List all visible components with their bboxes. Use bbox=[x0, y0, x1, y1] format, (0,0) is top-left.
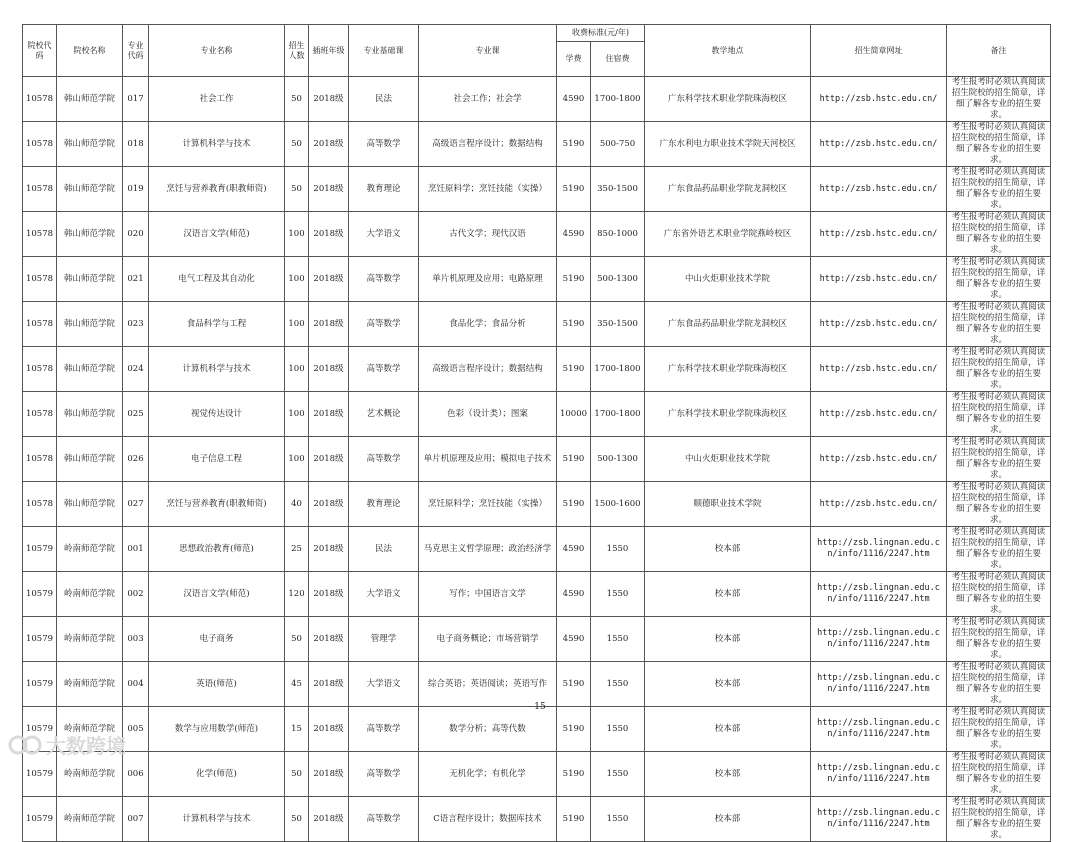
cell-dorm: 1550 bbox=[591, 617, 645, 662]
cell-major-course: C语言程序设计；数据库技术 bbox=[419, 797, 557, 842]
cell-grade: 2018级 bbox=[309, 212, 349, 257]
cell-school-name: 韩山师范学院 bbox=[57, 482, 123, 527]
cell-major-name: 计算机科学与技术 bbox=[149, 122, 285, 167]
table-row bbox=[23, 572, 1051, 617]
cell-major-name: 食品科学与工程 bbox=[149, 302, 285, 347]
cell-tuition: 5190 bbox=[557, 167, 591, 212]
admissions-table bbox=[22, 24, 1051, 842]
header-tuition: 学费 bbox=[557, 42, 591, 77]
cell-major-code: 024 bbox=[123, 347, 149, 392]
cell-enrollment: 50 bbox=[285, 122, 309, 167]
cell-tuition: 5190 bbox=[557, 482, 591, 527]
page-number: 15 bbox=[534, 702, 546, 712]
cell-major-course: 单片机原理及应用；电路原理 bbox=[419, 257, 557, 302]
cell-tuition: 5190 bbox=[557, 302, 591, 347]
cell-school-code: 10578 bbox=[23, 212, 57, 257]
cell-url[interactable]: http://zsb.lingnan.edu.cn/info/1116/2247.htm bbox=[811, 707, 947, 752]
cell-basic-course: 高等数学 bbox=[349, 347, 419, 392]
cell-dorm: 500-1300 bbox=[591, 437, 645, 482]
cell-school-code: 10578 bbox=[23, 122, 57, 167]
table-row bbox=[23, 77, 1051, 122]
cell-major-code: 003 bbox=[123, 617, 149, 662]
cell-enrollment: 25 bbox=[285, 527, 309, 572]
cell-dorm: 1500-1600 bbox=[591, 482, 645, 527]
cell-basic-course: 艺术概论 bbox=[349, 392, 419, 437]
cell-school-name: 韩山师范学院 bbox=[57, 392, 123, 437]
cell-school-code: 10579 bbox=[23, 797, 57, 842]
cell-major-code: 005 bbox=[123, 707, 149, 752]
cell-basic-course: 大学语文 bbox=[349, 662, 419, 707]
cell-major-code: 020 bbox=[123, 212, 149, 257]
cell-school-name: 韩山师范学院 bbox=[57, 302, 123, 347]
header-url: 招生简章网址 bbox=[811, 25, 947, 77]
cell-tuition: 5190 bbox=[557, 662, 591, 707]
table-row bbox=[23, 482, 1051, 527]
cell-grade: 2018级 bbox=[309, 437, 349, 482]
cell-grade: 2018级 bbox=[309, 302, 349, 347]
cell-major-name: 电子信息工程 bbox=[149, 437, 285, 482]
cell-dorm: 1550 bbox=[591, 527, 645, 572]
cell-school-name: 岭南师范学院 bbox=[57, 527, 123, 572]
table-row bbox=[23, 212, 1051, 257]
cell-major-course: 色彩（设计类）；图案 bbox=[419, 392, 557, 437]
cell-enrollment: 100 bbox=[285, 437, 309, 482]
cell-basic-course: 高等数学 bbox=[349, 707, 419, 752]
cell-major-course: 烹饪原料学；烹饪技能（实操） bbox=[419, 167, 557, 212]
table-body bbox=[23, 77, 1051, 842]
cell-major-code: 006 bbox=[123, 752, 149, 797]
cell-dorm: 500-1300 bbox=[591, 257, 645, 302]
cell-school-name: 韩山师范学院 bbox=[57, 212, 123, 257]
cell-location: 校本部 bbox=[645, 572, 811, 617]
header-major-code: 专业代码 bbox=[123, 25, 149, 77]
cell-url[interactable]: http://zsb.lingnan.edu.cn/info/1116/2247.htm bbox=[811, 572, 947, 617]
cell-enrollment: 15 bbox=[285, 707, 309, 752]
cell-location: 中山火炬职业技术学院 bbox=[645, 257, 811, 302]
cell-basic-course: 高等数学 bbox=[349, 752, 419, 797]
cell-major-course: 单片机原理及应用；模拟电子技术 bbox=[419, 437, 557, 482]
cell-grade: 2018级 bbox=[309, 797, 349, 842]
watermark-text: 大数跨境 bbox=[46, 734, 126, 758]
cell-enrollment: 40 bbox=[285, 482, 309, 527]
cell-url[interactable]: http://zsb.hstc.edu.cn/ bbox=[811, 77, 947, 122]
cell-enrollment: 50 bbox=[285, 167, 309, 212]
cell-tuition: 10000 bbox=[557, 392, 591, 437]
cell-remark: 考生报考时必须认真阅读招生院校的招生简章，详细了解各专业的招生要求。 bbox=[947, 167, 1051, 212]
cell-remark: 考生报考时必须认真阅读招生院校的招生简章，详细了解各专业的招生要求。 bbox=[947, 302, 1051, 347]
cell-url[interactable]: http://zsb.hstc.edu.cn/ bbox=[811, 122, 947, 167]
cell-tuition: 4590 bbox=[557, 527, 591, 572]
table-row bbox=[23, 797, 1051, 842]
cell-location: 中山火炬职业技术学院 bbox=[645, 437, 811, 482]
cell-school-name: 岭南师范学院 bbox=[57, 752, 123, 797]
cell-location: 广东水利电力职业技术学院天河校区 bbox=[645, 122, 811, 167]
cell-major-code: 023 bbox=[123, 302, 149, 347]
cell-school-name: 韩山师范学院 bbox=[57, 167, 123, 212]
cell-school-code: 10579 bbox=[23, 527, 57, 572]
cell-school-code: 10578 bbox=[23, 347, 57, 392]
header-grade: 插班年级 bbox=[309, 25, 349, 77]
cell-remark: 考生报考时必须认真阅读招生院校的招生简章，详细了解各专业的招生要求。 bbox=[947, 752, 1051, 797]
cell-major-course: 电子商务概论；市场营销学 bbox=[419, 617, 557, 662]
table-row bbox=[23, 257, 1051, 302]
cell-enrollment: 100 bbox=[285, 302, 309, 347]
cell-url[interactable]: http://zsb.lingnan.edu.cn/info/1116/2247.htm bbox=[811, 617, 947, 662]
cell-major-name: 汉语言文学(师范) bbox=[149, 212, 285, 257]
cell-major-name: 汉语言文学(师范) bbox=[149, 572, 285, 617]
cell-major-code: 002 bbox=[123, 572, 149, 617]
cell-remark: 考生报考时必须认真阅读招生院校的招生简章，详细了解各专业的招生要求。 bbox=[947, 77, 1051, 122]
table-row bbox=[23, 392, 1051, 437]
cell-school-code: 10578 bbox=[23, 167, 57, 212]
cell-url[interactable]: http://zsb.hstc.edu.cn/ bbox=[811, 302, 947, 347]
cell-school-code: 10578 bbox=[23, 77, 57, 122]
cell-tuition: 4590 bbox=[557, 212, 591, 257]
cell-major-code: 021 bbox=[123, 257, 149, 302]
cell-url[interactable]: http://zsb.hstc.edu.cn/ bbox=[811, 167, 947, 212]
cell-major-name: 烹饪与营养教育(职教师资) bbox=[149, 482, 285, 527]
cell-location: 广东食品药品职业学院龙洞校区 bbox=[645, 167, 811, 212]
cell-major-code: 026 bbox=[123, 437, 149, 482]
cell-enrollment: 50 bbox=[285, 752, 309, 797]
cell-location: 校本部 bbox=[645, 617, 811, 662]
table-row bbox=[23, 437, 1051, 482]
header-enrollment: 招生人数 bbox=[285, 25, 309, 77]
cell-enrollment: 45 bbox=[285, 662, 309, 707]
cell-enrollment: 100 bbox=[285, 347, 309, 392]
cell-grade: 2018级 bbox=[309, 122, 349, 167]
cell-school-name: 岭南师范学院 bbox=[57, 662, 123, 707]
cell-enrollment: 100 bbox=[285, 257, 309, 302]
cell-remark: 考生报考时必须认真阅读招生院校的招生简章，详细了解各专业的招生要求。 bbox=[947, 797, 1051, 842]
table-row bbox=[23, 347, 1051, 392]
cell-major-course: 社会工作；社会学 bbox=[419, 77, 557, 122]
cell-basic-course: 高等数学 bbox=[349, 797, 419, 842]
cell-url[interactable]: http://zsb.hstc.edu.cn/ bbox=[811, 347, 947, 392]
cell-school-name: 岭南师范学院 bbox=[57, 707, 123, 752]
cell-major-course: 高级语言程序设计；数据结构 bbox=[419, 347, 557, 392]
header-school-name: 院校名称 bbox=[57, 25, 123, 77]
cell-major-course: 马克思主义哲学原理；政治经济学 bbox=[419, 527, 557, 572]
cell-location: 校本部 bbox=[645, 707, 811, 752]
cell-major-code: 001 bbox=[123, 527, 149, 572]
cell-grade: 2018级 bbox=[309, 707, 349, 752]
cell-basic-course: 民法 bbox=[349, 77, 419, 122]
cell-remark: 考生报考时必须认真阅读招生院校的招生简章，详细了解各专业的招生要求。 bbox=[947, 257, 1051, 302]
cell-major-code: 007 bbox=[123, 797, 149, 842]
table-header bbox=[23, 25, 1051, 77]
cell-tuition: 4590 bbox=[557, 572, 591, 617]
cell-dorm: 1550 bbox=[591, 752, 645, 797]
cell-tuition: 4590 bbox=[557, 77, 591, 122]
cell-url[interactable]: http://zsb.lingnan.edu.cn/info/1116/2247.htm bbox=[811, 752, 947, 797]
cell-enrollment: 100 bbox=[285, 392, 309, 437]
cell-school-code: 10578 bbox=[23, 257, 57, 302]
cell-dorm: 1700-1800 bbox=[591, 392, 645, 437]
cell-grade: 2018级 bbox=[309, 167, 349, 212]
cell-basic-course: 高等数学 bbox=[349, 257, 419, 302]
cell-location: 广东科学技术职业学院珠海校区 bbox=[645, 77, 811, 122]
cell-dorm: 1550 bbox=[591, 797, 645, 842]
cell-grade: 2018级 bbox=[309, 752, 349, 797]
cell-major-name: 社会工作 bbox=[149, 77, 285, 122]
cell-remark: 考生报考时必须认真阅读招生院校的招生简章，详细了解各专业的招生要求。 bbox=[947, 572, 1051, 617]
cell-major-name: 英语(师范) bbox=[149, 662, 285, 707]
cell-remark: 考生报考时必须认真阅读招生院校的招生简章，详细了解各专业的招生要求。 bbox=[947, 662, 1051, 707]
cell-url[interactable]: http://zsb.lingnan.edu.cn/info/1116/2247.htm bbox=[811, 662, 947, 707]
cell-basic-course: 高等数学 bbox=[349, 437, 419, 482]
cell-grade: 2018级 bbox=[309, 527, 349, 572]
table-row bbox=[23, 122, 1051, 167]
cell-remark: 考生报考时必须认真阅读招生院校的招生简章，详细了解各专业的招生要求。 bbox=[947, 437, 1051, 482]
cell-grade: 2018级 bbox=[309, 257, 349, 302]
cell-dorm: 350-1500 bbox=[591, 167, 645, 212]
cell-dorm: 1550 bbox=[591, 707, 645, 752]
cell-grade: 2018级 bbox=[309, 662, 349, 707]
cell-basic-course: 大学语文 bbox=[349, 212, 419, 257]
header-major-name: 专业名称 bbox=[149, 25, 285, 77]
cell-dorm: 1550 bbox=[591, 572, 645, 617]
cell-major-course: 数学分析；高等代数 bbox=[419, 707, 557, 752]
cell-dorm: 350-1500 bbox=[591, 302, 645, 347]
cell-location: 校本部 bbox=[645, 662, 811, 707]
table-row bbox=[23, 527, 1051, 572]
cell-url[interactable]: http://zsb.lingnan.edu.cn/info/1116/2247.htm bbox=[811, 527, 947, 572]
cell-enrollment: 120 bbox=[285, 572, 309, 617]
cell-remark: 考生报考时必须认真阅读招生院校的招生简章，详细了解各专业的招生要求。 bbox=[947, 347, 1051, 392]
cell-location: 顺德职业技术学院 bbox=[645, 482, 811, 527]
cell-school-code: 10578 bbox=[23, 302, 57, 347]
cell-major-course: 高级语言程序设计；数据结构 bbox=[419, 122, 557, 167]
cell-school-name: 岭南师范学院 bbox=[57, 572, 123, 617]
cell-major-name: 视觉传达设计 bbox=[149, 392, 285, 437]
cell-school-name: 岭南师范学院 bbox=[57, 617, 123, 662]
cell-school-code: 10579 bbox=[23, 707, 57, 752]
cell-enrollment: 50 bbox=[285, 617, 309, 662]
cell-major-name: 计算机科学与技术 bbox=[149, 347, 285, 392]
cell-school-code: 10578 bbox=[23, 437, 57, 482]
cell-major-code: 004 bbox=[123, 662, 149, 707]
cell-dorm: 850-1000 bbox=[591, 212, 645, 257]
cell-school-name: 韩山师范学院 bbox=[57, 347, 123, 392]
header-fee-group: 收费标准(元/年) bbox=[557, 25, 645, 42]
cell-school-name: 韩山师范学院 bbox=[57, 437, 123, 482]
cell-basic-course: 教育理论 bbox=[349, 482, 419, 527]
cell-major-code: 017 bbox=[123, 77, 149, 122]
table-row bbox=[23, 662, 1051, 707]
cell-major-name: 数学与应用数学(师范) bbox=[149, 707, 285, 752]
cell-major-code: 027 bbox=[123, 482, 149, 527]
logo-icon bbox=[8, 733, 42, 757]
cell-dorm: 1550 bbox=[591, 662, 645, 707]
cell-school-name: 岭南师范学院 bbox=[57, 797, 123, 842]
table-row bbox=[23, 302, 1051, 347]
header-school-code: 院校代码 bbox=[23, 25, 57, 77]
cell-major-name: 化学(师范) bbox=[149, 752, 285, 797]
header-basic-course: 专业基础课 bbox=[349, 25, 419, 77]
cell-tuition: 5190 bbox=[557, 437, 591, 482]
cell-major-course: 写作；中国语言文学 bbox=[419, 572, 557, 617]
cell-remark: 考生报考时必须认真阅读招生院校的招生简章，详细了解各专业的招生要求。 bbox=[947, 527, 1051, 572]
header-remark: 备注 bbox=[947, 25, 1051, 77]
cell-grade: 2018级 bbox=[309, 617, 349, 662]
cell-remark: 考生报考时必须认真阅读招生院校的招生简章，详细了解各专业的招生要求。 bbox=[947, 482, 1051, 527]
cell-url[interactable]: http://zsb.lingnan.edu.cn/info/1116/2247.htm bbox=[811, 797, 947, 842]
cell-location: 校本部 bbox=[645, 527, 811, 572]
cell-major-course: 综合英语；英语阅读；英语写作 bbox=[419, 662, 557, 707]
cell-url[interactable]: http://zsb.hstc.edu.cn/ bbox=[811, 437, 947, 482]
cell-major-code: 018 bbox=[123, 122, 149, 167]
cell-basic-course: 高等数学 bbox=[349, 302, 419, 347]
cell-tuition: 5190 bbox=[557, 122, 591, 167]
cell-remark: 考生报考时必须认真阅读招生院校的招生简章，详细了解各专业的招生要求。 bbox=[947, 617, 1051, 662]
header-dorm: 住宿费 bbox=[591, 42, 645, 77]
cell-remark: 考生报考时必须认真阅读招生院校的招生简章，详细了解各专业的招生要求。 bbox=[947, 707, 1051, 752]
cell-location: 校本部 bbox=[645, 797, 811, 842]
cell-school-code: 10578 bbox=[23, 482, 57, 527]
cell-tuition: 4590 bbox=[557, 617, 591, 662]
cell-dorm: 1700-1800 bbox=[591, 347, 645, 392]
cell-major-code: 025 bbox=[123, 392, 149, 437]
cell-enrollment: 50 bbox=[285, 77, 309, 122]
cell-enrollment: 50 bbox=[285, 797, 309, 842]
cell-major-course: 古代文学；现代汉语 bbox=[419, 212, 557, 257]
cell-major-code: 019 bbox=[123, 167, 149, 212]
cell-tuition: 5190 bbox=[557, 797, 591, 842]
cell-url[interactable]: http://zsb.hstc.edu.cn/ bbox=[811, 257, 947, 302]
cell-school-name: 韩山师范学院 bbox=[57, 77, 123, 122]
cell-dorm: 500-750 bbox=[591, 122, 645, 167]
cell-school-code: 10579 bbox=[23, 617, 57, 662]
table-row bbox=[23, 752, 1051, 797]
cell-location: 校本部 bbox=[645, 752, 811, 797]
cell-remark: 考生报考时必须认真阅读招生院校的招生简章，详细了解各专业的招生要求。 bbox=[947, 122, 1051, 167]
table-row bbox=[23, 707, 1051, 752]
cell-location: 广东食品药品职业学院龙洞校区 bbox=[645, 302, 811, 347]
cell-location: 广东省外语艺术职业学院燕岭校区 bbox=[645, 212, 811, 257]
cell-major-name: 电子商务 bbox=[149, 617, 285, 662]
cell-tuition: 5190 bbox=[557, 347, 591, 392]
cell-url[interactable]: http://zsb.hstc.edu.cn/ bbox=[811, 212, 947, 257]
cell-major-course: 烹饪原料学；烹饪技能（实操） bbox=[419, 482, 557, 527]
cell-grade: 2018级 bbox=[309, 77, 349, 122]
cell-grade: 2018级 bbox=[309, 392, 349, 437]
cell-major-name: 电气工程及其自动化 bbox=[149, 257, 285, 302]
cell-major-course: 食品化学；食品分析 bbox=[419, 302, 557, 347]
cell-basic-course: 教育理论 bbox=[349, 167, 419, 212]
cell-basic-course: 民法 bbox=[349, 527, 419, 572]
cell-dorm: 1700-1800 bbox=[591, 77, 645, 122]
cell-grade: 2018级 bbox=[309, 572, 349, 617]
watermark bbox=[8, 730, 126, 759]
cell-basic-course: 高等数学 bbox=[349, 122, 419, 167]
cell-school-code: 10579 bbox=[23, 572, 57, 617]
cell-grade: 2018级 bbox=[309, 482, 349, 527]
cell-school-code: 10579 bbox=[23, 662, 57, 707]
table-row bbox=[23, 617, 1051, 662]
cell-basic-course: 管理学 bbox=[349, 617, 419, 662]
cell-school-name: 韩山师范学院 bbox=[57, 122, 123, 167]
cell-school-code: 10578 bbox=[23, 392, 57, 437]
header-location: 教学地点 bbox=[645, 25, 811, 77]
cell-school-name: 韩山师范学院 bbox=[57, 257, 123, 302]
cell-enrollment: 100 bbox=[285, 212, 309, 257]
table-row bbox=[23, 167, 1051, 212]
cell-tuition: 5190 bbox=[557, 707, 591, 752]
cell-major-name: 计算机科学与技术 bbox=[149, 797, 285, 842]
cell-basic-course: 大学语文 bbox=[349, 572, 419, 617]
cell-remark: 考生报考时必须认真阅读招生院校的招生简章，详细了解各专业的招生要求。 bbox=[947, 212, 1051, 257]
cell-location: 广东科学技术职业学院珠海校区 bbox=[645, 392, 811, 437]
cell-url[interactable]: http://zsb.hstc.edu.cn/ bbox=[811, 482, 947, 527]
cell-location: 广东科学技术职业学院珠海校区 bbox=[645, 347, 811, 392]
cell-remark: 考生报考时必须认真阅读招生院校的招生简章，详细了解各专业的招生要求。 bbox=[947, 392, 1051, 437]
cell-tuition: 5190 bbox=[557, 257, 591, 302]
header-major-course: 专业课 bbox=[419, 25, 557, 77]
cell-major-name: 思想政治教育(师范) bbox=[149, 527, 285, 572]
cell-major-name: 烹饪与营养教育(职教师资) bbox=[149, 167, 285, 212]
cell-grade: 2018级 bbox=[309, 347, 349, 392]
cell-url[interactable]: http://zsb.hstc.edu.cn/ bbox=[811, 392, 947, 437]
cell-school-code: 10579 bbox=[23, 752, 57, 797]
cell-tuition: 5190 bbox=[557, 752, 591, 797]
cell-major-course: 无机化学；有机化学 bbox=[419, 752, 557, 797]
